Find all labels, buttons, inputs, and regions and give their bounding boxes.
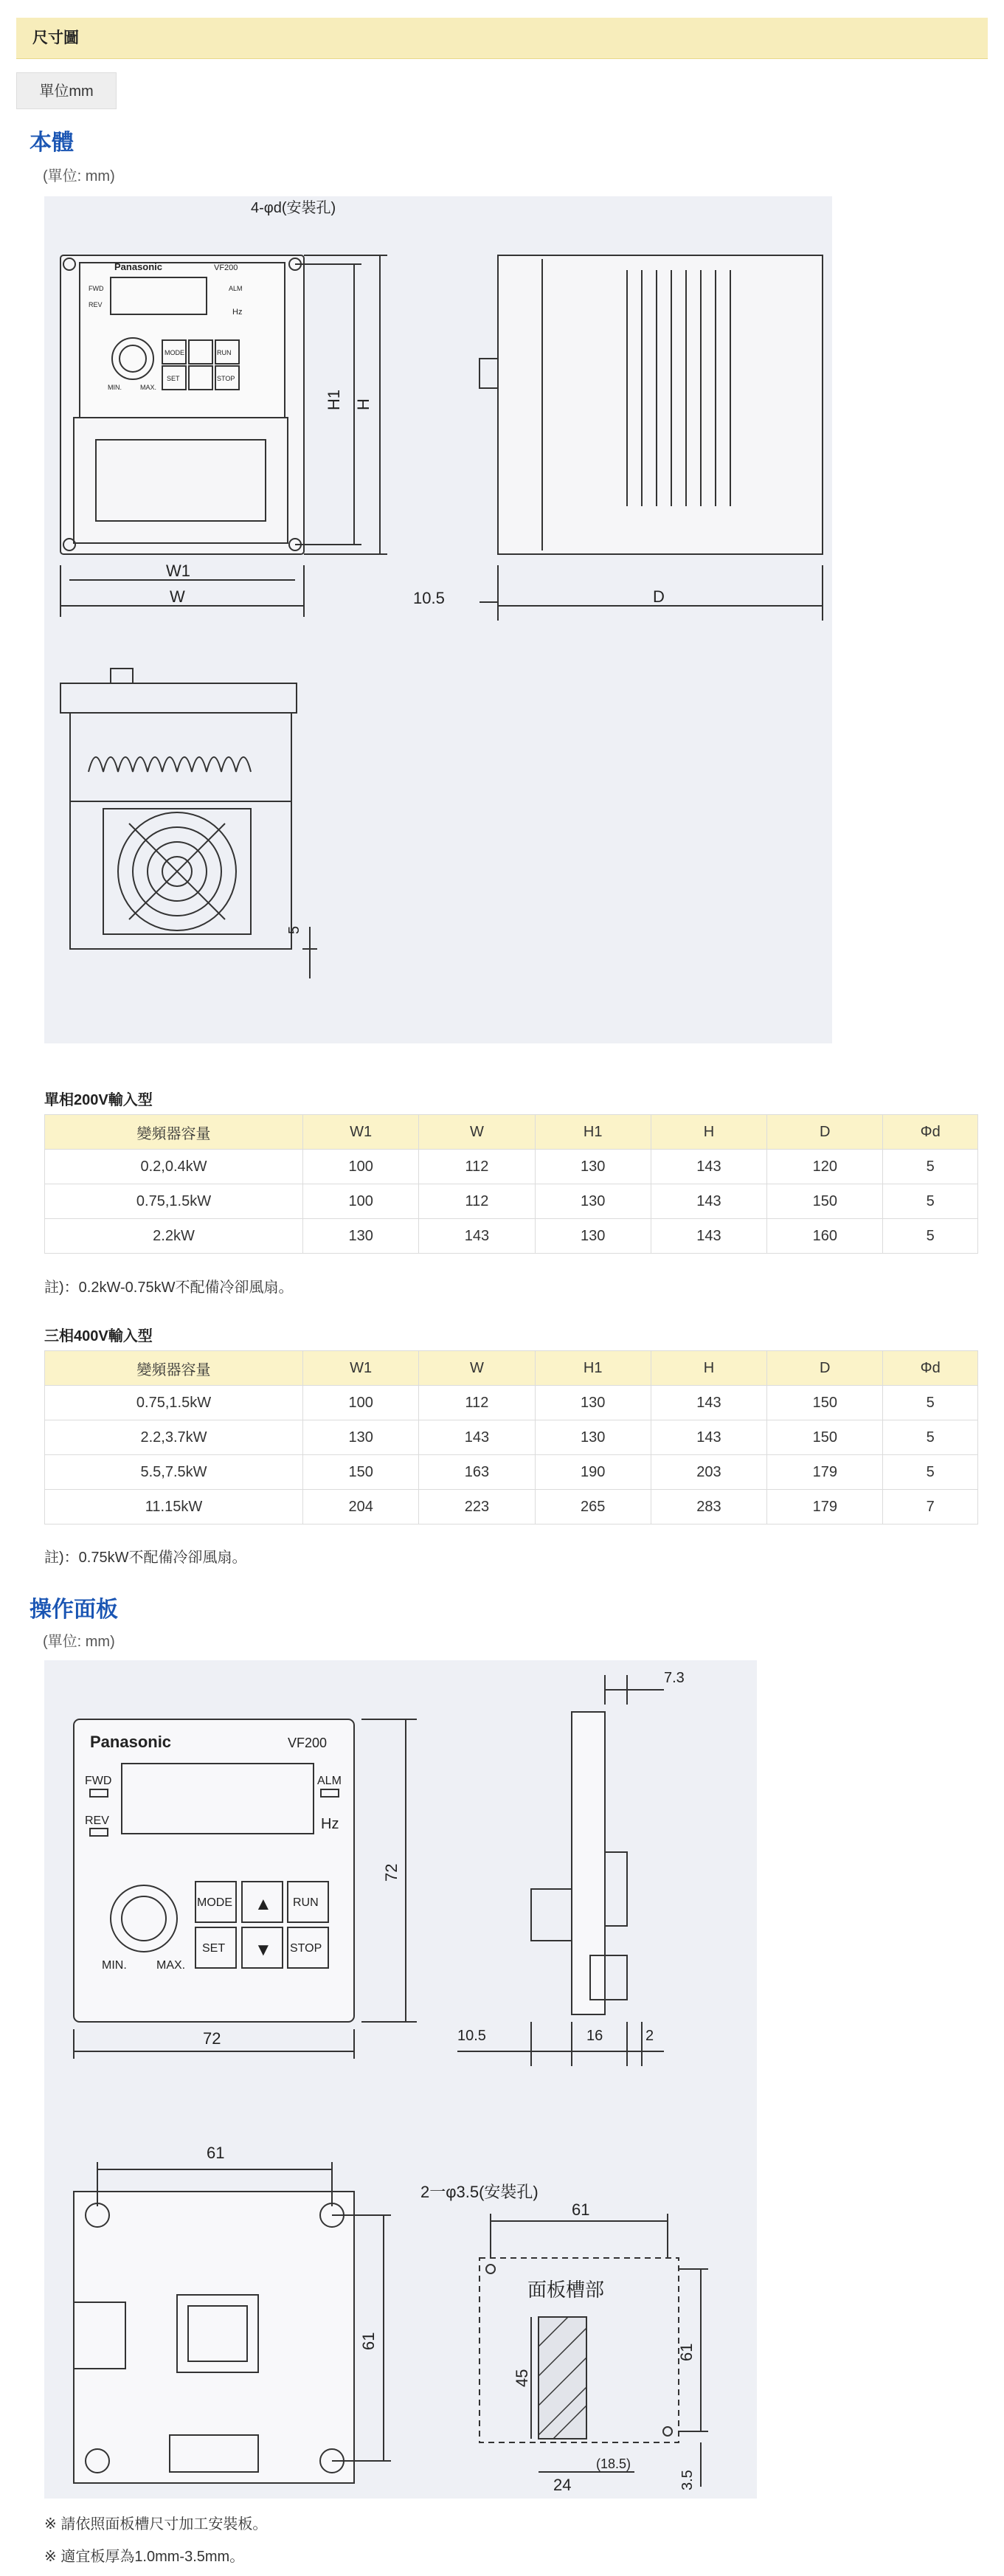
cutout-dim-24: 24 xyxy=(553,2476,572,2494)
cell: 130 xyxy=(535,1184,651,1219)
col-w1: W1 xyxy=(303,1115,419,1150)
dim-5: 5 xyxy=(286,925,302,934)
cell: 143 xyxy=(651,1184,766,1219)
cell: 11.15kW xyxy=(45,1490,303,1524)
section-header xyxy=(16,18,988,59)
cell: 143 xyxy=(651,1219,766,1254)
cell: 130 xyxy=(535,1150,651,1184)
dim-2: 2 xyxy=(645,2028,654,2044)
cell: 5 xyxy=(883,1420,978,1455)
panel-unit-note: (單位: mm) xyxy=(43,1634,115,1650)
cutout-dim-3-5: 3.5 xyxy=(679,2470,696,2490)
cell: 112 xyxy=(419,1150,535,1184)
col-d: D xyxy=(767,1115,883,1150)
cell: 130 xyxy=(303,1420,419,1455)
panel-back-view xyxy=(74,2162,391,2483)
cell: 0.75,1.5kW xyxy=(45,1184,303,1219)
dim-h1: H1 xyxy=(325,389,343,410)
col-h1: H1 xyxy=(535,1115,651,1150)
front-fwd: FWD xyxy=(89,285,104,292)
col-phid: Φd xyxy=(883,1351,978,1386)
dim-7-3: 7.3 xyxy=(664,1670,685,1686)
cutout-dim-18-5: (18.5) xyxy=(596,2456,631,2471)
cell: 0.75,1.5kW xyxy=(45,1386,303,1420)
col-capacity: 變頻器容量 xyxy=(45,1115,303,1150)
cell: 143 xyxy=(651,1386,766,1420)
cell: 283 xyxy=(651,1490,766,1524)
three-phase-table xyxy=(44,1350,978,1524)
cell: 112 xyxy=(419,1386,535,1420)
panel-rev: REV xyxy=(85,1814,109,1827)
unit-tab-label: 單位mm xyxy=(39,83,94,100)
cell: 120 xyxy=(767,1150,883,1184)
cell: 143 xyxy=(419,1420,535,1455)
cell: 5 xyxy=(883,1219,978,1254)
front-mode: MODE xyxy=(165,349,184,356)
cell: 0.2,0.4kW xyxy=(45,1150,303,1184)
cell: 150 xyxy=(303,1455,419,1490)
dim-72-width: 72 xyxy=(203,2029,221,2048)
cell: 223 xyxy=(419,1490,535,1524)
three-phase-note: 註)：0.75kW不配備冷卻風扇。 xyxy=(44,1550,247,1566)
cell: 5 xyxy=(883,1386,978,1420)
front-stop: STOP xyxy=(217,375,235,382)
table-row xyxy=(45,1420,978,1455)
table-row xyxy=(45,1150,978,1184)
front-alm: ALM xyxy=(229,285,243,292)
dim-61-top: 61 xyxy=(207,2144,225,2162)
panel-max: MAX. xyxy=(156,1959,186,1972)
cell: 112 xyxy=(419,1184,535,1219)
cell: 5 xyxy=(883,1150,978,1184)
dim-w1: W1 xyxy=(166,562,190,580)
cell: 130 xyxy=(535,1420,651,1455)
front-brand: Panasonic xyxy=(114,261,163,272)
panel-fwd: FWD xyxy=(85,1775,112,1787)
body-unit-note: (單位: mm) xyxy=(43,168,115,184)
panel-model: VF200 xyxy=(288,1736,328,1750)
front-rev: REV xyxy=(89,301,103,308)
panel-run: RUN xyxy=(293,1896,319,1909)
cell: 179 xyxy=(767,1455,883,1490)
front-max: MAX. xyxy=(140,384,157,391)
cell: 100 xyxy=(303,1184,419,1219)
panel-mode: MODE xyxy=(197,1896,232,1909)
dim-10-5: 10.5 xyxy=(413,589,445,607)
footnote-1: ※ 請依照面板槽尺寸加工安裝板。 xyxy=(44,2516,268,2532)
panel-up-arrow-icon: ▲ xyxy=(255,1894,272,1914)
cell: 163 xyxy=(419,1455,535,1490)
dim-d: D xyxy=(653,587,665,606)
operation-panel-dimension-drawing xyxy=(44,1660,757,2499)
cell: 5 xyxy=(883,1455,978,1490)
three-phase-heading: 三相400V輸入型 xyxy=(44,1328,153,1344)
cutout-hole-label: 2一φ3.5(安裝孔) xyxy=(420,2183,539,2201)
cell: 2.2kW xyxy=(45,1219,303,1254)
col-h: H xyxy=(651,1351,766,1386)
front-set: SET xyxy=(167,375,180,382)
front-min: MIN. xyxy=(108,384,122,391)
table-row xyxy=(45,1490,978,1524)
cell: 150 xyxy=(767,1420,883,1455)
panel-down-arrow-icon: ▼ xyxy=(255,1940,272,1960)
col-w: W xyxy=(419,1115,535,1150)
main-body-dimension-drawing xyxy=(44,196,832,1043)
cell: 160 xyxy=(767,1219,883,1254)
cell: 130 xyxy=(535,1386,651,1420)
col-h1: H1 xyxy=(535,1351,651,1386)
cell: 7 xyxy=(883,1490,978,1524)
table-row xyxy=(45,1386,978,1420)
cell: 150 xyxy=(767,1184,883,1219)
col-capacity: 變頻器容量 xyxy=(45,1351,303,1386)
cutout-dim-61-right: 61 xyxy=(677,2343,696,2361)
col-w: W xyxy=(419,1351,535,1386)
panel-alm: ALM xyxy=(317,1775,342,1787)
cell: 143 xyxy=(419,1219,535,1254)
panel-hz: Hz xyxy=(321,1816,339,1832)
cell: 204 xyxy=(303,1490,419,1524)
col-w1: W1 xyxy=(303,1351,419,1386)
dim-61-side: 61 xyxy=(359,2332,378,2350)
hole-label: 4-φd(安裝孔) xyxy=(251,200,336,216)
cell: 100 xyxy=(303,1150,419,1184)
cell: 143 xyxy=(651,1150,766,1184)
table-header-row xyxy=(45,1351,978,1386)
table-row xyxy=(45,1455,978,1490)
col-d: D xyxy=(767,1351,883,1386)
unit-tab[interactable] xyxy=(16,72,117,109)
cell: 190 xyxy=(535,1455,651,1490)
cell: 150 xyxy=(767,1386,883,1420)
cutout-dim-61: 61 xyxy=(572,2200,590,2219)
cell: 203 xyxy=(651,1455,766,1490)
dim-16: 16 xyxy=(586,2028,603,2044)
table-row xyxy=(45,1184,978,1219)
table-row xyxy=(45,1219,978,1254)
cell: 179 xyxy=(767,1490,883,1524)
front-model: VF200 xyxy=(214,263,238,272)
front-hz: Hz xyxy=(232,308,243,317)
cell: 130 xyxy=(535,1219,651,1254)
cutout-dim-45: 45 xyxy=(513,2369,531,2387)
single-phase-heading: 單相200V輸入型 xyxy=(44,1092,153,1108)
body-section-title: 本體 xyxy=(30,131,74,155)
single-phase-table xyxy=(44,1114,978,1254)
col-phid: Φd xyxy=(883,1115,978,1150)
footnote-2: ※ 適宜板厚為1.0mm-3.5mm。 xyxy=(44,2549,245,2565)
cell: 265 xyxy=(535,1490,651,1524)
panel-set: SET xyxy=(202,1942,226,1955)
panel-min: MIN. xyxy=(102,1959,127,1972)
dim-72-height: 72 xyxy=(382,1863,401,1882)
header-title: 尺寸圖 xyxy=(32,30,79,46)
dim-h: H xyxy=(354,398,373,410)
panel-brand: Panasonic xyxy=(90,1733,172,1751)
panel-section-title: 操作面板 xyxy=(30,1598,118,1622)
cutout-label: 面板槽部 xyxy=(527,2279,605,2301)
front-run: RUN xyxy=(217,349,232,356)
cell: 2.2,3.7kW xyxy=(45,1420,303,1455)
col-h: H xyxy=(651,1115,766,1150)
dim-w: W xyxy=(170,587,185,606)
cell: 100 xyxy=(303,1386,419,1420)
cell: 5.5,7.5kW xyxy=(45,1455,303,1490)
cell: 5 xyxy=(883,1184,978,1219)
cell: 143 xyxy=(651,1420,766,1455)
cell: 130 xyxy=(303,1219,419,1254)
panel-stop: STOP xyxy=(290,1942,322,1955)
dim-panel-10-5: 10.5 xyxy=(457,2028,486,2044)
single-phase-note: 註)：0.2kW-0.75kW不配備冷卻風扇。 xyxy=(44,1280,294,1296)
table-header-row xyxy=(45,1115,978,1150)
